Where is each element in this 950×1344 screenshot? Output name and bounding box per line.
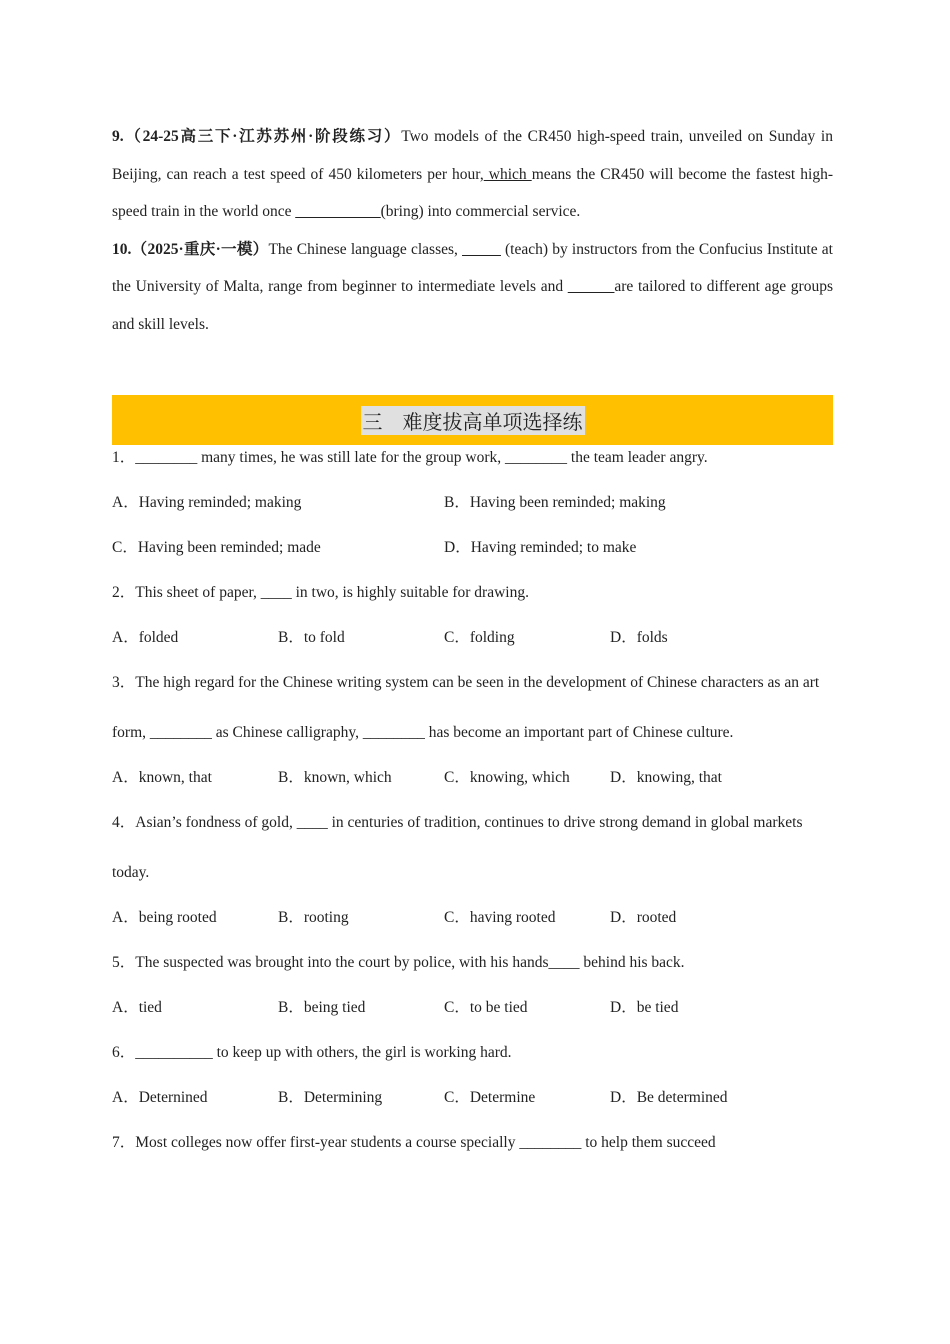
- mcq-6-stem: 6．__________ to keep up with others, the girl is working hard.: [112, 1044, 512, 1061]
- question-9-text-end: (bring) into commercial service.: [380, 203, 581, 220]
- mcq-1-options-row-1: [112, 492, 833, 514]
- mcq-5-options: [112, 997, 833, 1019]
- mcq-2-option-c[interactable]: C．folding: [444, 629, 515, 646]
- mcq-6-option-a[interactable]: A．Deternined: [112, 1089, 208, 1106]
- question-9: [112, 118, 833, 231]
- mcq-3-option-b[interactable]: B．known, which: [278, 769, 392, 786]
- mcq-5-option-d[interactable]: D．be tied: [610, 999, 679, 1016]
- mcq-3-option-d[interactable]: D．knowing, that: [610, 769, 722, 786]
- mcq-3-stem: 3．The high regard for the Chinese writing system can be seen in the development of Chinese characters as an art form, ________ as Chinese calligraphy, ________ has become an important part of Chinese culture.: [112, 674, 820, 741]
- mcq-1-options-row-2: [112, 537, 833, 559]
- mcq-4-option-c[interactable]: C．having rooted: [444, 909, 556, 926]
- mcq-1-option-c[interactable]: C．Having been reminded; made: [112, 539, 321, 556]
- mcq-4-options: [112, 907, 833, 929]
- question-9-text-cont: means the CR450 will become the fastest high-speed train in the world once: [112, 165, 833, 220]
- mcq-3-option-a[interactable]: A．known, that: [112, 769, 212, 786]
- mcq-2-option-d[interactable]: D．folds: [610, 629, 668, 646]
- section-title: 三 难度拔高单项选择练: [361, 406, 585, 435]
- mcq-5-option-b[interactable]: B．being tied: [278, 999, 366, 1016]
- question-10-blank-2: ______: [567, 278, 615, 295]
- question-9-number: 9.: [112, 128, 124, 145]
- mcq-5-stem: 5．The suspected was brought into the court by police, with his hands____ behind his back.: [112, 954, 685, 971]
- mcq-1-option-b[interactable]: B．Having been reminded; making: [444, 494, 666, 511]
- mcq-3-options: [112, 767, 833, 789]
- mcq-6-option-c[interactable]: C．Determine: [444, 1089, 536, 1106]
- question-9-source-tag: （24-25高三下·江苏苏州·阶段练习）: [123, 128, 402, 145]
- mcq-6-options: [112, 1087, 833, 1109]
- mcq-7-stem: 7．Most colleges now offer first-year students a course specially ________ to help them succeed: [112, 1134, 716, 1151]
- mcq-2-stem: 2．This sheet of paper, ____ in two, is highly suitable for drawing.: [112, 584, 529, 601]
- mcq-4-option-a[interactable]: A．being rooted: [112, 909, 217, 926]
- mcq-4-stem: 4．Asian’s fondness of gold, ____ in centuries of tradition, continues to drive strong demand in global markets today.: [112, 814, 803, 881]
- question-10-number: 10.: [112, 240, 132, 258]
- mcq-6-option-d[interactable]: D．Be determined: [610, 1089, 728, 1106]
- question-10-text: The Chinese language classes,: [268, 240, 463, 258]
- question-10-text-cont: (teach) by instructors from the Confucius Institute at the University of Malta, range from beginner to intermediate levels and: [112, 240, 833, 295]
- question-9-text: Two models of the CR450 high-speed train, unveiled on Sunday in Beijing, can reach a test speed of 450 kilometers per hour,: [112, 128, 833, 183]
- mcq-4-option-b[interactable]: B．rooting: [278, 909, 349, 926]
- mcq-2-option-a[interactable]: A．folded: [112, 629, 179, 646]
- mcq-3-option-c[interactable]: C．knowing, which: [444, 769, 570, 786]
- mcq-1-option-d[interactable]: D．Having reminded; to make: [444, 539, 637, 556]
- mcq-2-option-b[interactable]: B．to fold: [278, 629, 345, 646]
- question-10-text-end: are tailored to different age groups and skill levels.: [112, 278, 833, 333]
- document-content: [112, 118, 833, 1154]
- mcq-4-option-d[interactable]: D．rooted: [610, 909, 677, 926]
- question-10: [112, 231, 833, 344]
- mcq-2-options: [112, 627, 833, 649]
- mcq-6-option-b[interactable]: B．Determining: [278, 1089, 383, 1106]
- question-10-blank-1: _____: [462, 240, 501, 258]
- question-10-source-tag: （2025·重庆·一模）: [131, 240, 269, 258]
- section-heading-banner: [112, 395, 833, 445]
- mcq-1-stem: 1．________ many times, he was still late for the group work, ________ the team leader angry.: [112, 449, 708, 466]
- mcq-5-option-a[interactable]: A．tied: [112, 999, 162, 1016]
- mcq-1-option-a[interactable]: A．Having reminded; making: [112, 494, 302, 511]
- mcq-5-option-c[interactable]: C．to be tied: [444, 999, 528, 1016]
- question-9-blank: ___________: [295, 203, 381, 220]
- question-9-underlined-word: which: [483, 165, 532, 183]
